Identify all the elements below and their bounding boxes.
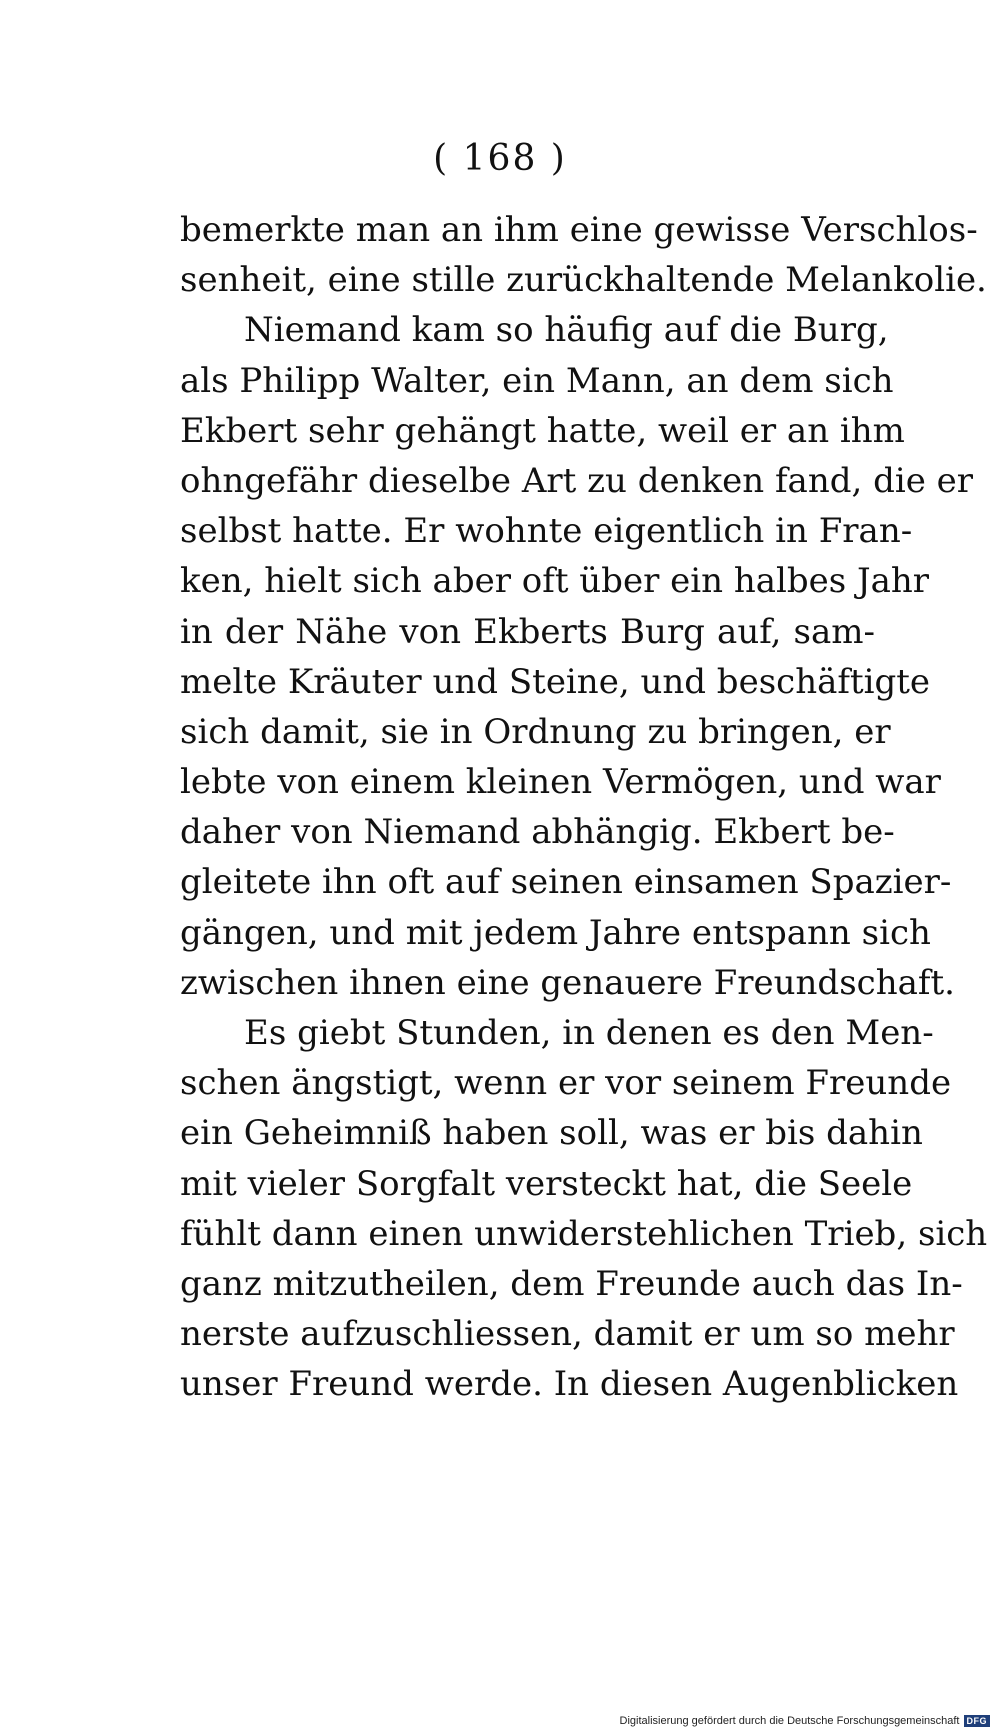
text-line: in der Nähe von Ekberts Burg auf, sam- (180, 611, 875, 652)
text-line: zwischen ihnen eine genauere Freundschaft. (180, 962, 955, 1003)
text-line: senheit, eine stille zurückhaltende Melankolie. (180, 260, 987, 301)
text-line: lebte von einem kleinen Vermögen, und war (180, 762, 941, 803)
text-line: gleitete ihn oft auf seinen einsamen Spazier- (180, 862, 952, 903)
text-line: ganz mitzutheilen, dem Freunde auch das In- (180, 1263, 963, 1304)
text-line: Es giebt Stunden, in denen es den Men- (244, 1013, 934, 1053)
digitization-footer (620, 1715, 990, 1727)
text-line: ohngefähr dieselbe Art zu denken fand, die er (180, 460, 974, 501)
text-line: selbst hatte. Er wohnte eigentlich in Fran- (180, 511, 913, 552)
text-line: Ekbert sehr gehängt hatte, weil er an ihm (180, 410, 905, 451)
page-number: ( 168 ) (433, 138, 567, 179)
text-line: fühlt dann einen unwiderstehlichen Trieb, sich (180, 1213, 988, 1254)
text-line: gängen, und mit jedem Jahre entspann sich (180, 912, 931, 953)
text-line: bemerkte man an ihm eine gewisse Verschlos- (180, 210, 978, 250)
text-line: schen ängstigt, wenn er vor seinem Freunde (180, 1063, 952, 1104)
text-line: als Philipp Walter, ein Mann, an dem sich (180, 360, 894, 401)
text-line: unser Freund werde. In diesen Augenblicken (180, 1364, 959, 1405)
text-line: sich damit, sie in Ordnung zu bringen, er (180, 711, 891, 752)
text-line: ken, hielt sich aber oft über ein halbes Jahr (180, 561, 930, 602)
dfg-logo: DFG (964, 1715, 991, 1727)
text-line: Niemand kam so häufig auf die Burg, (244, 310, 889, 351)
footer-credit: Digitalisierung gefördert durch die Deutsche Forschungsgemeinschaft (619, 1715, 960, 1727)
text-line: ein Geheimniß haben soll, was er bis dahin (180, 1113, 923, 1154)
text-line: daher von Niemand abhängig. Ekbert be- (180, 812, 895, 853)
body-text (180, 205, 988, 1410)
text-line: melte Kräuter und Steine, und beschäftigte (180, 661, 931, 702)
text-line: mit vieler Sorgfalt versteckt hat, die Seele (180, 1163, 913, 1204)
text-line: nerste aufzuschliessen, damit er um so mehr (180, 1314, 955, 1355)
